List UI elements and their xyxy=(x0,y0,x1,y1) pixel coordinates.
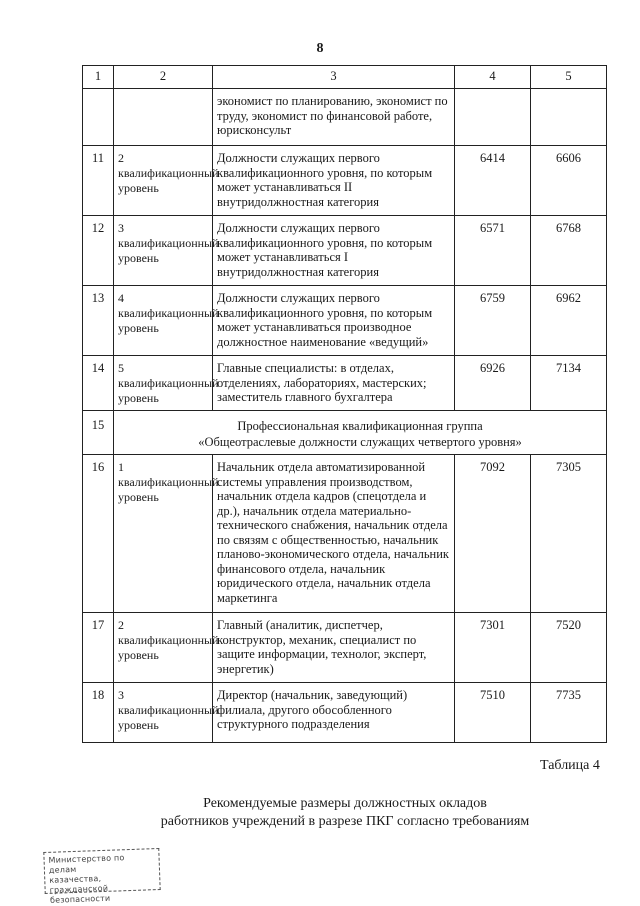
salary-min xyxy=(455,89,531,146)
table-row xyxy=(83,216,607,286)
section-heading xyxy=(0,795,640,831)
table-row xyxy=(83,683,607,743)
table-caption: Таблица 4 xyxy=(540,758,600,773)
qualification-level: 4 квалификационный уровень xyxy=(114,286,213,356)
group-row xyxy=(83,411,607,455)
salary-min: 7301 xyxy=(455,613,531,683)
qualification-level: 3 квалификационный уровень xyxy=(114,683,213,743)
salary-min: 6571 xyxy=(455,216,531,286)
salary-max: 6962 xyxy=(531,286,607,356)
table-row xyxy=(83,286,607,356)
section-heading-line2: работников учреждений в разрезе ПКГ согласно требованиям xyxy=(160,814,530,829)
positions-cell: Должности служащих первого квалификационного уровня, по которым может устанавливаться II внутридолжностная категория xyxy=(213,146,455,216)
salary-table xyxy=(82,65,607,743)
row-number: 14 xyxy=(83,356,114,411)
group-title-line1: Профессиональная квалификационная группа xyxy=(237,419,483,433)
positions-cell: Должности служащих первого квалификационного уровня, по которым может устанавливаться I внутридолжностная категория xyxy=(213,216,455,286)
qualification-level xyxy=(114,89,213,146)
header-cell: 3 xyxy=(213,66,455,89)
stamp-line3: безопасности xyxy=(49,893,111,905)
qualification-level: 5 квалификационный уровень xyxy=(114,356,213,411)
salary-min: 6926 xyxy=(455,356,531,411)
group-title xyxy=(114,411,607,455)
positions-cell: экономист по планированию, экономист по труду, экономист по финансовой работе, юрисконсульт xyxy=(213,89,455,146)
table-header-row xyxy=(83,66,607,89)
salary-min: 6759 xyxy=(455,286,531,356)
salary-min: 7092 xyxy=(455,455,531,613)
salary-max: 6768 xyxy=(531,216,607,286)
table-row xyxy=(83,89,607,146)
qualification-level: 2 квалификационный уровень xyxy=(114,146,213,216)
positions-cell: Директор (начальник, заведующий) филиала, другого обособленного структурного подразделения xyxy=(213,683,455,743)
header-cell: 5 xyxy=(531,66,607,89)
salary-max: 6606 xyxy=(531,146,607,216)
positions-cell: Начальник отдела автоматизированной системы управления производством, начальник отдела кадров (спецотдела и др.), начальник отдела материально-технического снабжения, начальник отдела по связям с общественностью, начальник планово-экономического отдела, начальник финансового отдела, начальник юридического отдела, начальник отдела маркетинга xyxy=(213,455,455,613)
salary-max xyxy=(531,89,607,146)
positions-cell: Главный (аналитик, диспетчер, конструктор, механик, специалист по защите информации, технолог, эксперт, энергетик) xyxy=(213,613,455,683)
positions-cell: Главные специалисты: в отделах, отделениях, лабораториях, мастерских; заместитель главного бухгалтера xyxy=(213,356,455,411)
table-row xyxy=(83,455,607,613)
qualification-level: 3 квалификационный уровень xyxy=(114,216,213,286)
salary-min: 7510 xyxy=(455,683,531,743)
row-number: 18 xyxy=(83,683,114,743)
header-cell: 4 xyxy=(455,66,531,89)
salary-max: 7520 xyxy=(531,613,607,683)
qualification-level: 2 квалификационный уровень xyxy=(114,613,213,683)
stamp-line1: Министерство по делам xyxy=(48,853,125,875)
salary-max: 7735 xyxy=(531,683,607,743)
stamp-line2: казачества, гражданской xyxy=(49,874,109,895)
table-row xyxy=(83,146,607,216)
salary-max: 7305 xyxy=(531,455,607,613)
row-number: 16 xyxy=(83,455,114,613)
header-cell: 2 xyxy=(114,66,213,89)
header-cell: 1 xyxy=(83,66,114,89)
row-number: 15 xyxy=(83,411,114,455)
positions-cell: Должности служащих первого квалификационного уровня, по которым может устанавливаться производное должностное наименование «ведущий» xyxy=(213,286,455,356)
qualification-level: 1 квалификационный уровень xyxy=(114,455,213,613)
salary-max: 7134 xyxy=(531,356,607,411)
page-number: 8 xyxy=(316,41,324,56)
row-number: 13 xyxy=(83,286,114,356)
group-title-line2: «Общеотраслевые должности служащих четвертого уровня» xyxy=(198,435,522,449)
row-number: 17 xyxy=(83,613,114,683)
registration-stamp xyxy=(43,848,160,905)
row-number: 12 xyxy=(83,216,114,286)
row-number: 11 xyxy=(83,146,114,216)
section-heading-line1: Рекомендуемые размеры должностных окладов xyxy=(203,796,487,811)
salary-min: 6414 xyxy=(455,146,531,216)
table-row xyxy=(83,613,607,683)
row-number xyxy=(83,89,114,146)
table-row xyxy=(83,356,607,411)
